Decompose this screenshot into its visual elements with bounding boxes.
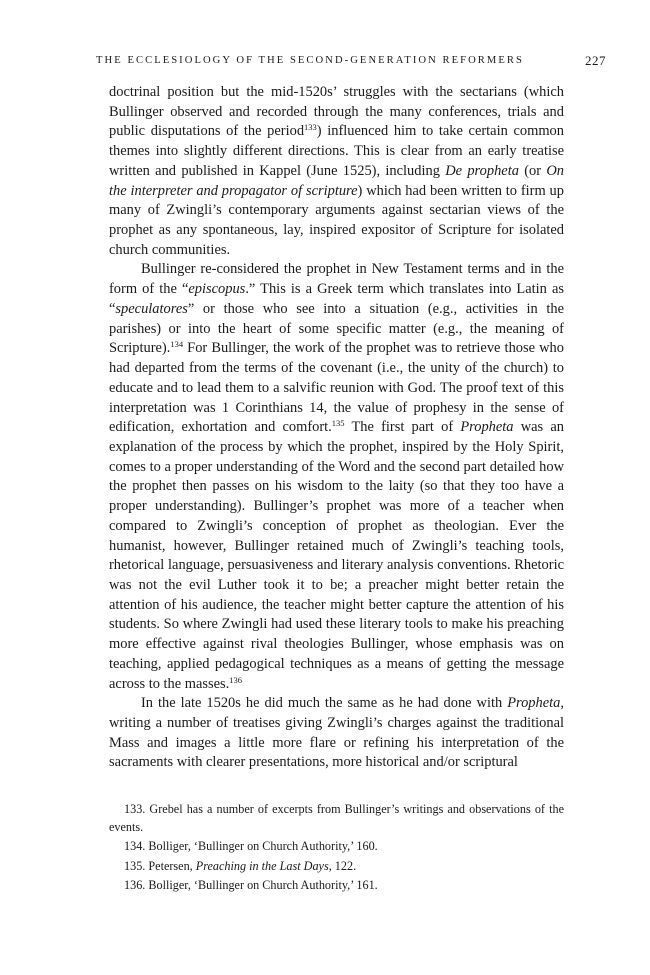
text-run: , writing a number of treatises giving Zwingli’s charges against the traditional Mass and images a little more flare or refining his interpretation of the sacraments with clearer presentations, more historical and/or scriptural xyxy=(109,695,564,771)
italic-text: Propheta xyxy=(460,419,514,436)
text-run: ) influenced him to take certain common themes into slightly different directions. This is clear from an early treatise written and published in Kappel (June 1525), including xyxy=(109,123,564,179)
text-run: was an explanation of the process by which the prophet, inspired by the Holy Spirit, comes to a proper understanding of the Word and the second part detailed how the prophet then passes on his wisdom to the laity (so that they too have a proper understanding). Bullinger’s prophet was more of a teacher when compared to Zwingli’s conception of prophet as theologian. Ever the humanist, however, Bullinger retained much of Zwingli’s teaching tools, rhetorical language, persuasiveness and literary analysis conventions. Rhetoric was not the evil Luther took it to be; a preacher might better retain the attention of his audience, the teacher might better capture the attention of his students. So where Zwingli had used these literary tools to make his preaching more effective against rival theologies Bullinger, whose emphasis was on teaching, applied pedagogical techniques as a means of getting the message across to the masses. xyxy=(109,419,564,692)
running-title: THE ECCLESIOLOGY OF THE SECOND-GENERATION REFORMERS xyxy=(96,55,524,66)
paragraph-1 xyxy=(109,83,564,260)
paragraph-2 xyxy=(109,260,564,694)
footnote-ref: 136 xyxy=(229,674,243,685)
body-text xyxy=(109,83,564,773)
italic-text: Propheta xyxy=(507,695,561,712)
footnote-134 xyxy=(109,838,564,856)
italic-text: Preaching in the Last Days xyxy=(195,858,329,873)
footnote-136 xyxy=(109,877,564,895)
text-run: 135. Petersen, xyxy=(124,858,196,873)
italic-text: speculatores xyxy=(115,300,188,317)
text-run: Bullinger re-considered the prophet in New Testament terms and in the form of the “ xyxy=(109,261,564,298)
text-run: ” or those who see into a situation (e.g., activities in the parishes) or into the heart of some specific matter (e.g., the meaning of Scripture). xyxy=(109,300,564,357)
footnote-ref: 135 xyxy=(331,418,345,429)
paragraph-3 xyxy=(109,694,564,773)
footnote-133 xyxy=(109,801,564,837)
page-number: 227 xyxy=(585,53,606,68)
footnote-ref: 133 xyxy=(304,122,317,133)
text-run: (or xyxy=(518,162,547,179)
text-run: The first part of xyxy=(344,419,461,436)
footnote-ref: 134 xyxy=(170,339,184,350)
italic-text: De propheta xyxy=(445,162,519,179)
text-run: For Bullinger, the work of the prophet was to retrieve those who had departed from the terms of the covenant (i.e., the unity of the church) to educate and to lead them to a salvific reunion with God. The proof text of this interpretation was 1 Corinthians 14, the value of prophesy in the sense of edification, exhortation and comfort. xyxy=(109,340,564,436)
text-run: 134. Bolliger, ‘Bullinger on Church Authority,’ 160. xyxy=(124,839,378,854)
footnotes xyxy=(109,801,564,897)
italic-text: episcopus xyxy=(188,281,246,298)
text-run: 136. Bolliger, ‘Bullinger on Church Authority,’ 161. xyxy=(124,878,378,893)
italic-text: On the interpreter and propagator of scripture xyxy=(109,162,564,199)
text-run: ) which had been written to firm up many of Zwingli’s contemporary arguments against sectarian views of the prophet as any spontaneous, lay, inspired expositor of Scripture for isolated church communities. xyxy=(109,182,564,258)
text-run: , 122. xyxy=(328,858,357,873)
text-run: .” This is a Greek term which translates into Latin as “ xyxy=(109,281,564,317)
text-run: 133. Grebel has a number of excerpts from Bullinger’s writings and observations of the events. xyxy=(109,802,564,834)
text-run: In the late 1520s he did much the same as he had done with xyxy=(141,695,508,712)
text-run: doctrinal position but the mid-1520s’ struggles with the sectarians (which Bullinger observed and recorded through the many conferences, trials and public disputations of the period xyxy=(109,84,564,140)
footnote-135 xyxy=(109,858,564,876)
